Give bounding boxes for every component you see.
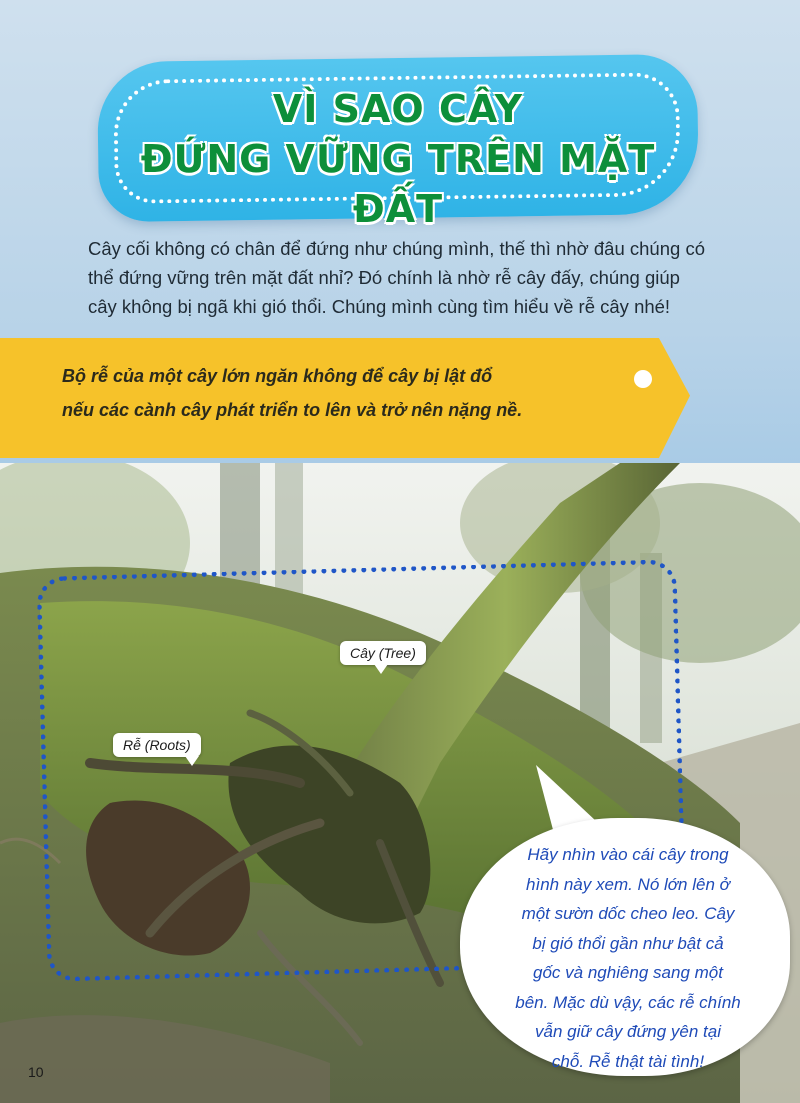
- page-title-line-2: ĐỨNG VỮNG TRÊN MẶT ĐẤT: [140, 137, 656, 231]
- page-number: 10: [28, 1064, 44, 1080]
- bubble-line-3: một sườn dốc cheo leo. Cây: [521, 904, 735, 923]
- fact-line-2: nếu các cành cây phát triển to lên và trở nên nặng nề.: [62, 400, 523, 420]
- page-title: [98, 84, 698, 234]
- intro-line-2: thể đứng vững trên mặt đất nhỉ? Đó chính là nhờ rễ cây đấy, chúng giúp: [88, 267, 680, 288]
- intro-paragraph: [88, 234, 738, 321]
- ribbon-dot-icon: [634, 370, 652, 388]
- bubble-line-4: bị gió thổi gần như bật cả: [532, 933, 724, 953]
- tree-label: Cây (Tree): [340, 641, 426, 665]
- bubble-line-8: chỗ. Rễ thật tài tình!: [551, 1051, 705, 1071]
- page-title-line-1: VÌ SAO CÂY: [272, 87, 524, 131]
- bubble-line-1: Hãy nhìn vào cái cây trong: [527, 845, 729, 864]
- roots-label: Rễ (Roots): [113, 733, 201, 757]
- bubble-line-2: hình này xem. Nó lớn lên ở: [526, 874, 730, 894]
- intro-line-3: cây không bị ngã khi gió thổi. Chúng mình cùng tìm hiểu về rễ cây nhé!: [88, 296, 671, 317]
- bubble-line-5: gốc và nghiêng sang một: [533, 963, 723, 982]
- bubble-line-6: bên. Mặc dù vậy, các rễ chính: [515, 992, 741, 1012]
- fact-text: [62, 359, 622, 427]
- bubble-line-7: vẫn giữ cây đứng yên tại: [535, 1022, 721, 1041]
- intro-line-1: Cây cối không có chân để đứng như chúng mình, thế thì nhờ đâu chúng có: [88, 238, 705, 259]
- fact-line-1: Bộ rễ của một cây lớn ngăn không để cây bị lật đổ: [62, 366, 493, 386]
- speech-bubble-text: [478, 840, 778, 1076]
